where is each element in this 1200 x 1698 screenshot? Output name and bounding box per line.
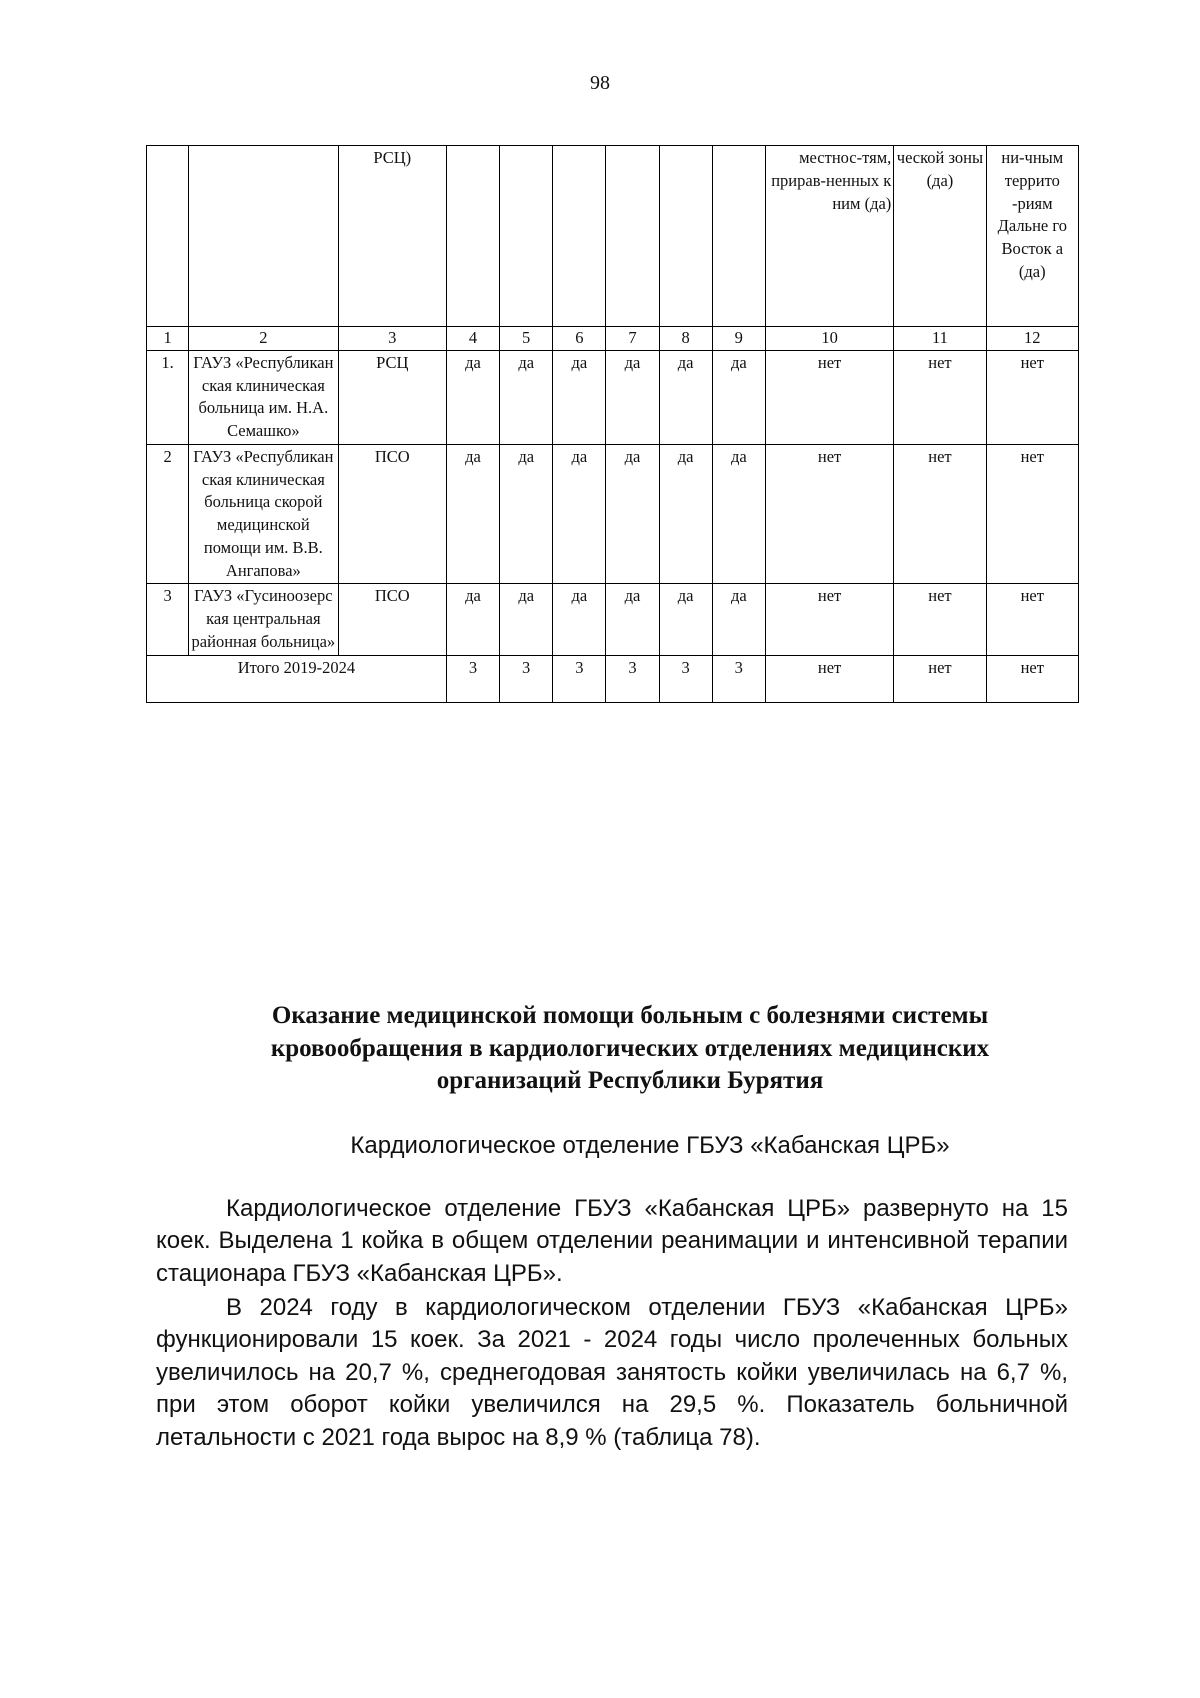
- total-value: 3: [606, 655, 659, 702]
- column-number-row: [147, 327, 1079, 351]
- cell-value: да: [500, 584, 553, 655]
- total-value: нет: [765, 655, 893, 702]
- cell-value: нет: [986, 350, 1078, 444]
- page-number: 98: [590, 72, 610, 94]
- row-number: 1.: [147, 350, 189, 444]
- header-cell: [553, 146, 606, 327]
- hospital-name: ГАУЗ «Гусиноозерс кая центральная районная больница»: [189, 584, 338, 655]
- table-row: [147, 584, 1079, 655]
- header-cell: [147, 146, 189, 327]
- center-type: ПСО: [338, 584, 446, 655]
- column-number: 2: [189, 327, 338, 351]
- column-number: 4: [446, 327, 499, 351]
- cell-value: нет: [894, 584, 986, 655]
- column-number: 12: [986, 327, 1078, 351]
- cell-value: да: [500, 350, 553, 444]
- cell-value: да: [712, 444, 765, 584]
- column-number: 5: [500, 327, 553, 351]
- header-cell: [500, 146, 553, 327]
- total-value: 3: [500, 655, 553, 702]
- total-value: 3: [553, 655, 606, 702]
- cell-value: да: [659, 350, 712, 444]
- header-cell: ческой зоны (да): [894, 146, 986, 327]
- cell-value: да: [659, 444, 712, 584]
- column-number: 3: [338, 327, 446, 351]
- cell-value: да: [712, 584, 765, 655]
- header-cell: [446, 146, 499, 327]
- cell-value: да: [446, 444, 499, 584]
- header-cell: [606, 146, 659, 327]
- cell-value: да: [606, 444, 659, 584]
- row-number: 3: [147, 584, 189, 655]
- table-row: [147, 350, 1079, 444]
- cell-value: да: [606, 350, 659, 444]
- header-cell: ни-чным террито -риям Дальне го Восток а (да): [986, 146, 1078, 327]
- center-type: РСЦ: [338, 350, 446, 444]
- header-cell: [712, 146, 765, 327]
- total-row: [147, 655, 1079, 702]
- cell-value: да: [553, 444, 606, 584]
- total-value: 3: [659, 655, 712, 702]
- hospital-name: ГАУЗ «Республикан ская клиническая больница скорой медицинской помощи им. В.В. Ангапова»: [189, 444, 338, 584]
- cell-value: нет: [765, 444, 893, 584]
- header-cell: [659, 146, 712, 327]
- cell-value: нет: [986, 444, 1078, 584]
- header-cell: [189, 146, 338, 327]
- table-row: [147, 444, 1079, 584]
- column-number: 8: [659, 327, 712, 351]
- cell-value: да: [553, 584, 606, 655]
- cell-value: нет: [894, 350, 986, 444]
- total-value: нет: [986, 655, 1078, 702]
- column-number: 6: [553, 327, 606, 351]
- cell-value: да: [606, 584, 659, 655]
- paragraph: В 2024 году в кардиологическом отделении ГБУЗ «Кабанская ЦРБ» функционировали 15 коек. За 2021 - 2024 годы число пролеченных больных увеличилось на 20,7 %, среднегодовая занятость койки увеличилась на 6,7 %, при этом оборот койки увеличился на 29,5 %. Показатель больничной летальности с 2021 года вырос на 8,9 % (таблица 78).: [156, 1294, 1068, 1451]
- center-type: ПСО: [338, 444, 446, 584]
- total-label: Итого 2019-2024: [147, 655, 447, 702]
- column-number: 10: [765, 327, 893, 351]
- hospital-table: [146, 145, 1079, 703]
- column-number: 1: [147, 327, 189, 351]
- total-value: 3: [446, 655, 499, 702]
- cell-value: да: [500, 444, 553, 584]
- header-cell: местнос-тям, прирав-ненных к ним (да): [765, 146, 893, 327]
- section-subheading: Кардиологическое отделение ГБУЗ «Кабанская ЦРБ»: [350, 1132, 950, 1159]
- column-number: 7: [606, 327, 659, 351]
- cell-value: да: [712, 350, 765, 444]
- column-number: 9: [712, 327, 765, 351]
- column-number: 11: [894, 327, 986, 351]
- cell-value: нет: [765, 350, 893, 444]
- cell-value: да: [446, 584, 499, 655]
- table-header-row: [147, 146, 1079, 327]
- row-number: 2: [147, 444, 189, 584]
- total-value: 3: [712, 655, 765, 702]
- paragraph: Кардиологическое отделение ГБУЗ «Кабанская ЦРБ» развернуто на 15 коек. Выделена 1 койка в общем отделении реанимации и интенсивной терапии стационара ГБУЗ «Кабанская ЦРБ».: [156, 1195, 1068, 1287]
- header-cell: РСЦ): [338, 146, 446, 327]
- cell-value: да: [553, 350, 606, 444]
- cell-value: да: [659, 584, 712, 655]
- cell-value: нет: [894, 444, 986, 584]
- cell-value: нет: [765, 584, 893, 655]
- hospital-name: ГАУЗ «Республикан ская клиническая больница им. Н.А. Семашко»: [189, 350, 338, 444]
- total-value: нет: [894, 655, 986, 702]
- section-heading: Оказание медицинской помощи больным с болезнями системы кровообращения в кардиологических отделениях медицинских организаций Республики Бурятия: [270, 1002, 990, 1094]
- cell-value: да: [446, 350, 499, 444]
- cell-value: нет: [986, 584, 1078, 655]
